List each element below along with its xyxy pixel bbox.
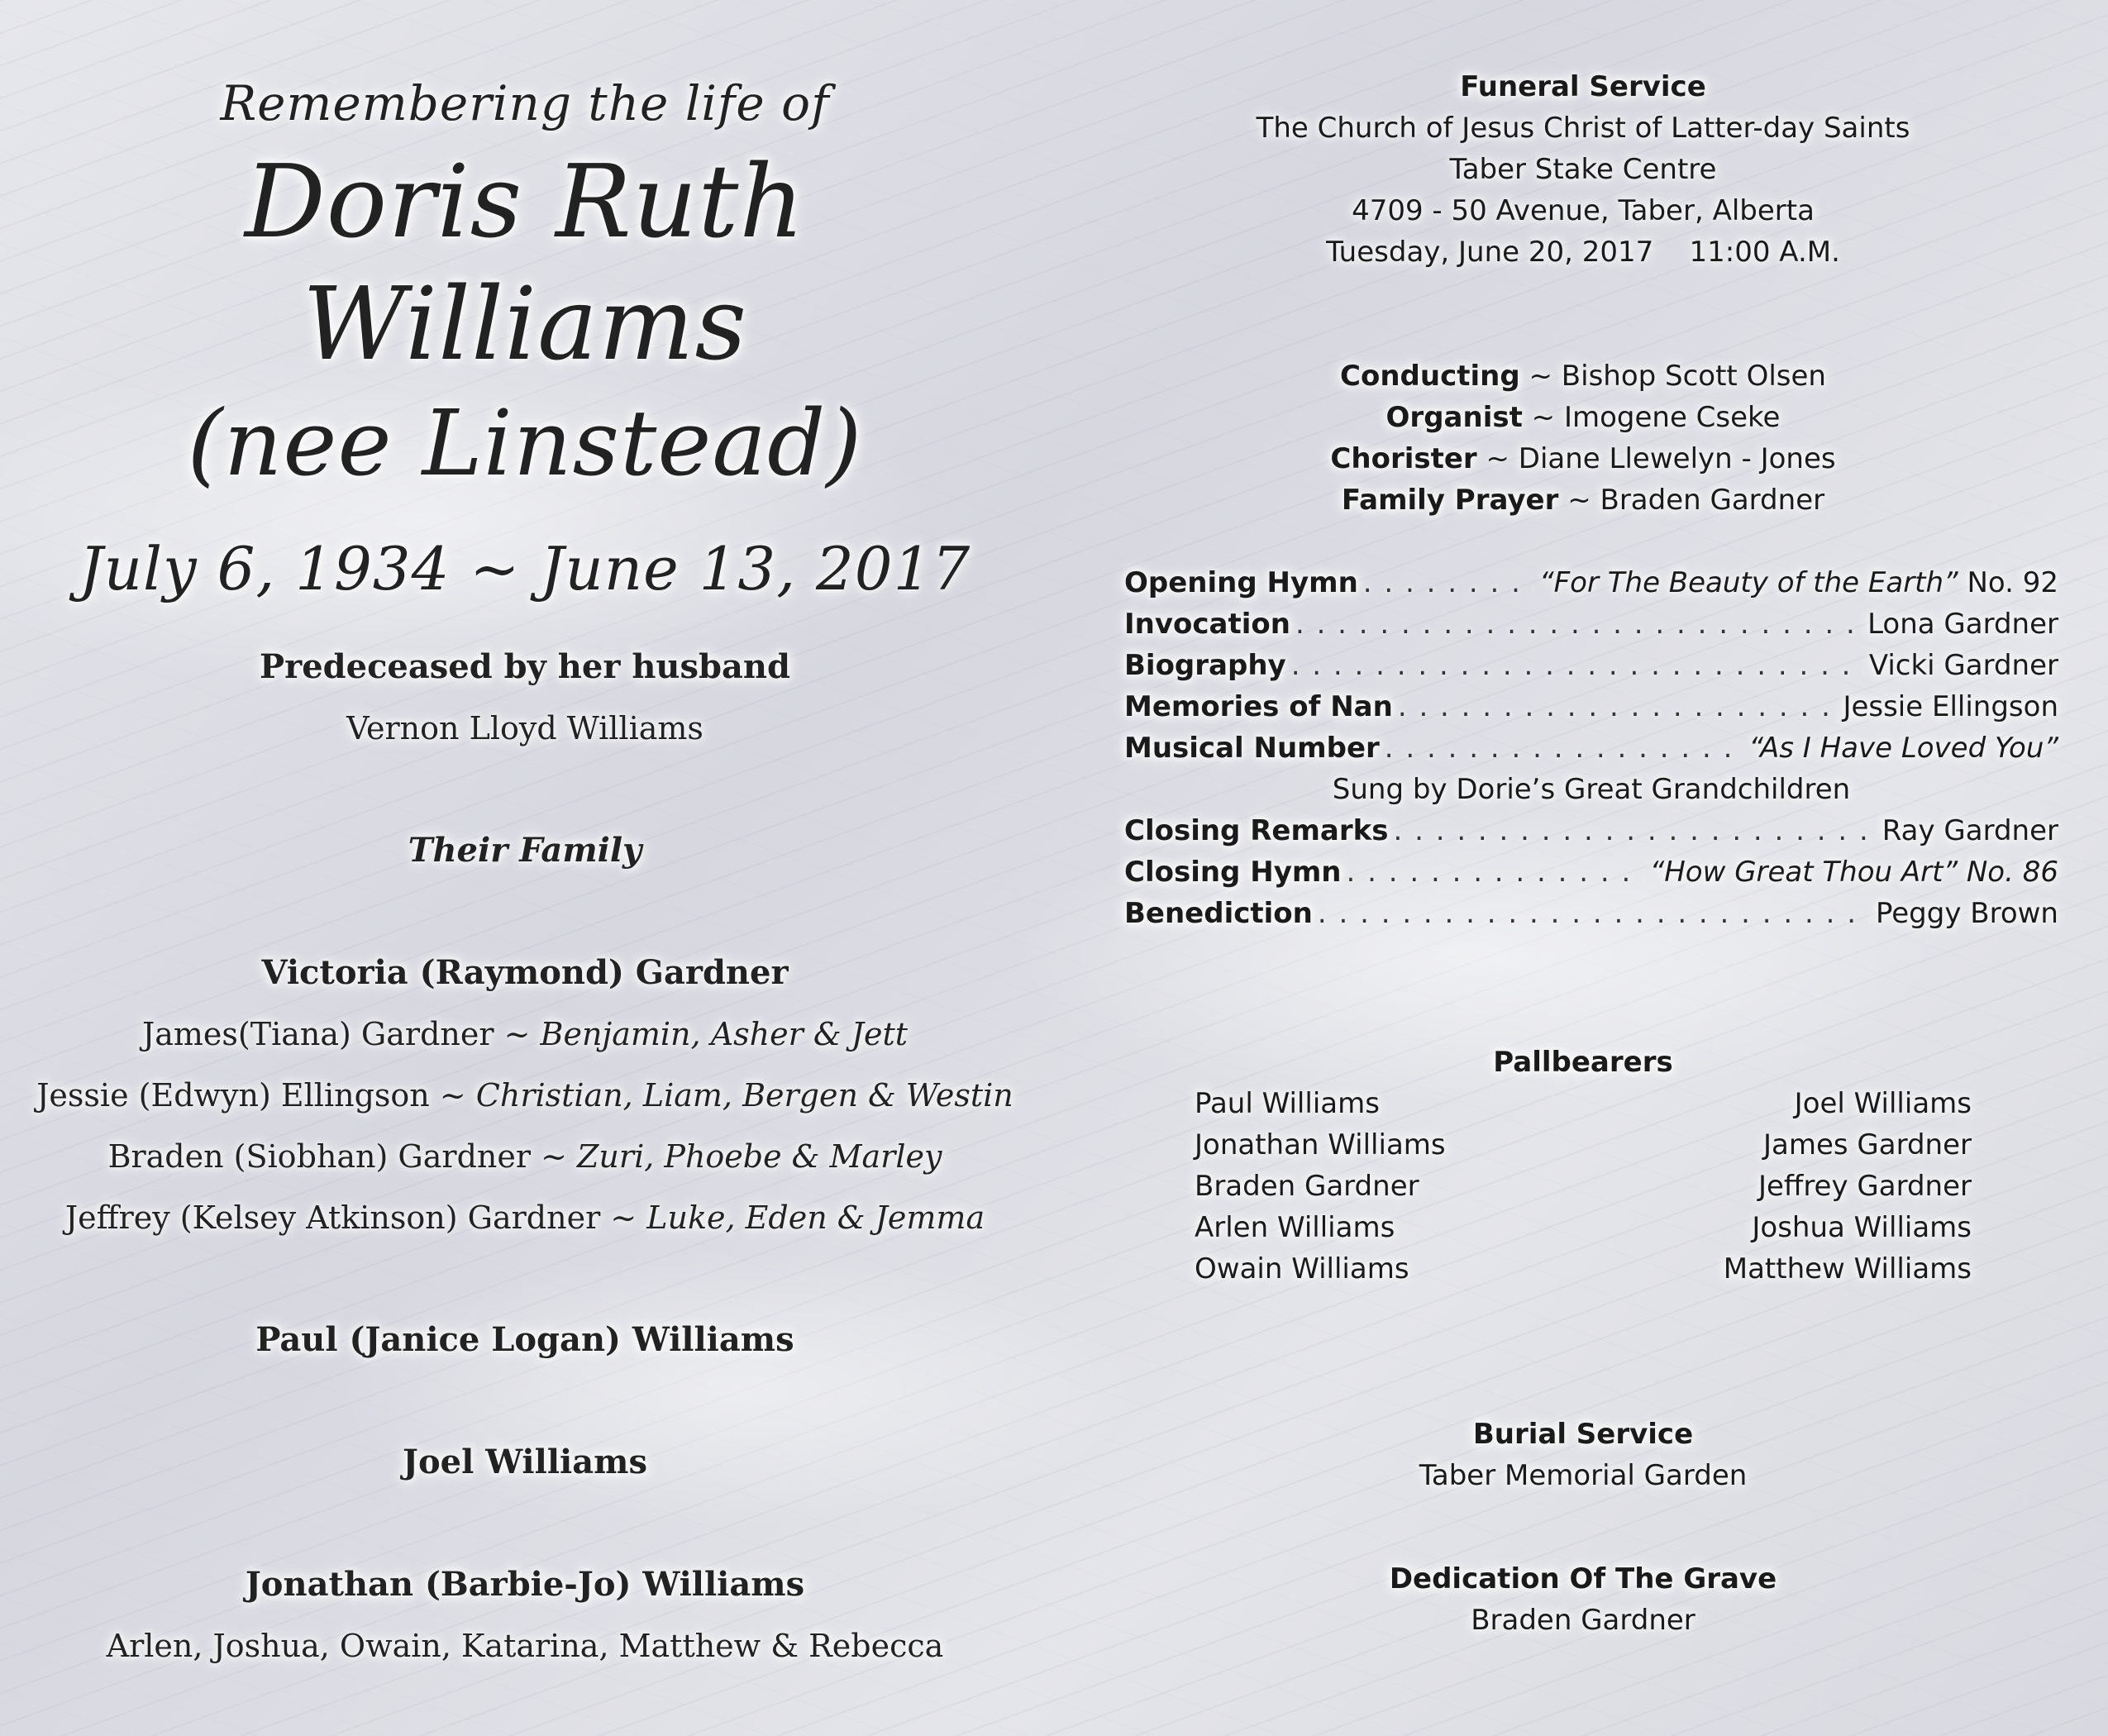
burial-service-title: Burial Service [1472,1418,1694,1451]
child-name: Paul (Janice Logan) Williams [255,1320,794,1359]
official-line: Conducting ~ Bishop Scott Olsen [1340,360,1826,393]
great-grandchildren: Zuri, Phoebe & Marley [577,1138,942,1175]
remembering-heading: Remembering the life of [220,75,830,131]
grandchild-line: Jessie (Edwyn) Ellingson ~ Christian, Liam, Bergen & Westin [36,1077,1013,1114]
program-item: Closing Remarks . . . Ray Gardner [1124,810,2058,851]
pallbearer-name: Joel Williams [1794,1087,1972,1120]
service-line: 4709 - 50 Avenue, Taber, Alberta [1352,194,1815,227]
pallbearers-title: Pallbearers [1493,1046,1673,1079]
pallbearer-name: James Gardner [1762,1128,1972,1161]
pallbearer-name: Paul Williams [1195,1087,1380,1120]
service-datetime: Tuesday, June 20, 2017 11:00 A.M. [1326,236,1840,269]
predeceased-label: Predeceased by her husband [260,647,790,686]
program-item: Opening Hymn . . . “For The Beauty of the Earth” No. 92 [1124,562,2058,603]
family-label: Their Family [408,831,642,870]
official-line: Chorister ~ Diane Llewelyn - Jones [1330,442,1836,475]
grandchild-line: James(Tiana) Gardner ~ Benjamin, Asher & Jett [141,1016,909,1052]
great-grandchildren: Christian, Liam, Bergen & Westin [475,1077,1013,1114]
child-name: Joel Williams [403,1443,647,1481]
memorial-left-panel [25,58,1025,1676]
husband-name: Vernon Lloyd Williams [346,710,703,746]
program-item: Biography . . . Vicki Gardner [1124,645,2058,686]
great-grandchildren: Luke, Eden & Jemma [646,1199,985,1236]
pallbearers-list [1195,1083,1972,1290]
child-name: Jonathan (Barbie-Jo) Williams [245,1565,805,1604]
pallbearer-name: Joshua Williams [1752,1211,1972,1244]
child-name: Victoria (Raymond) Gardner [261,953,789,992]
life-dates: July 6, 1934 ~ June 13, 2017 [79,534,971,603]
program-item: Memories of Nan . . . Jessie Ellingson [1124,686,2058,727]
service-line: The Church of Jesus Christ of Latter-day Saints [1256,112,1910,145]
deceased-name: Doris Ruth Williams [244,143,806,383]
sung-by-line: Sung by Dorie’s Great Grandchildren [1332,773,1851,806]
great-grandchildren: Benjamin, Asher & Jett [540,1016,909,1052]
official-line: Family Prayer ~ Braden Gardner [1341,484,1825,517]
pallbearer-name: Braden Gardner [1195,1170,1419,1203]
grandchild-line: Braden (Siobhan) Gardner ~ Zuri, Phoebe & Marley [107,1138,942,1175]
dedication-title: Dedication Of The Grave [1389,1562,1777,1595]
program-item: Invocation . . . Lona Gardner [1124,603,2058,645]
order-of-service [1124,562,2058,934]
pallbearer-name: Jonathan Williams [1195,1128,1446,1161]
program-item: Closing Hymn . . . “How Great Thou Art” No. 86 [1124,851,2058,893]
pallbearer-name: Matthew Williams [1723,1252,1972,1285]
grandchildren-line: Arlen, Joshua, Owain, Katarina, Matthew & Rebecca [106,1628,944,1664]
program-item: Musical Number . . . “As I Have Loved You” [1124,727,2058,769]
service-line: Taber Stake Centre [1449,153,1717,186]
dedication-name: Braden Gardner [1471,1604,1695,1637]
pallbearer-name: Jeffrey Gardner [1757,1170,1972,1203]
pallbearer-name: Arlen Williams [1195,1211,1395,1244]
pallbearer-name: Owain Williams [1195,1252,1409,1285]
official-line: Organist ~ Imogene Cseke [1385,401,1781,434]
burial-place: Taber Memorial Garden [1419,1459,1748,1492]
maiden-name: (nee Linstead) [187,390,863,496]
grandchild-line: Jeffrey (Kelsey Atkinson) Gardner ~ Luke, Eden & Jemma [64,1199,985,1236]
funeral-service-title: Funeral Service [1460,70,1706,103]
program-item: Benediction . . . Peggy Brown [1124,893,2058,934]
service-right-panel [1108,66,2058,1641]
